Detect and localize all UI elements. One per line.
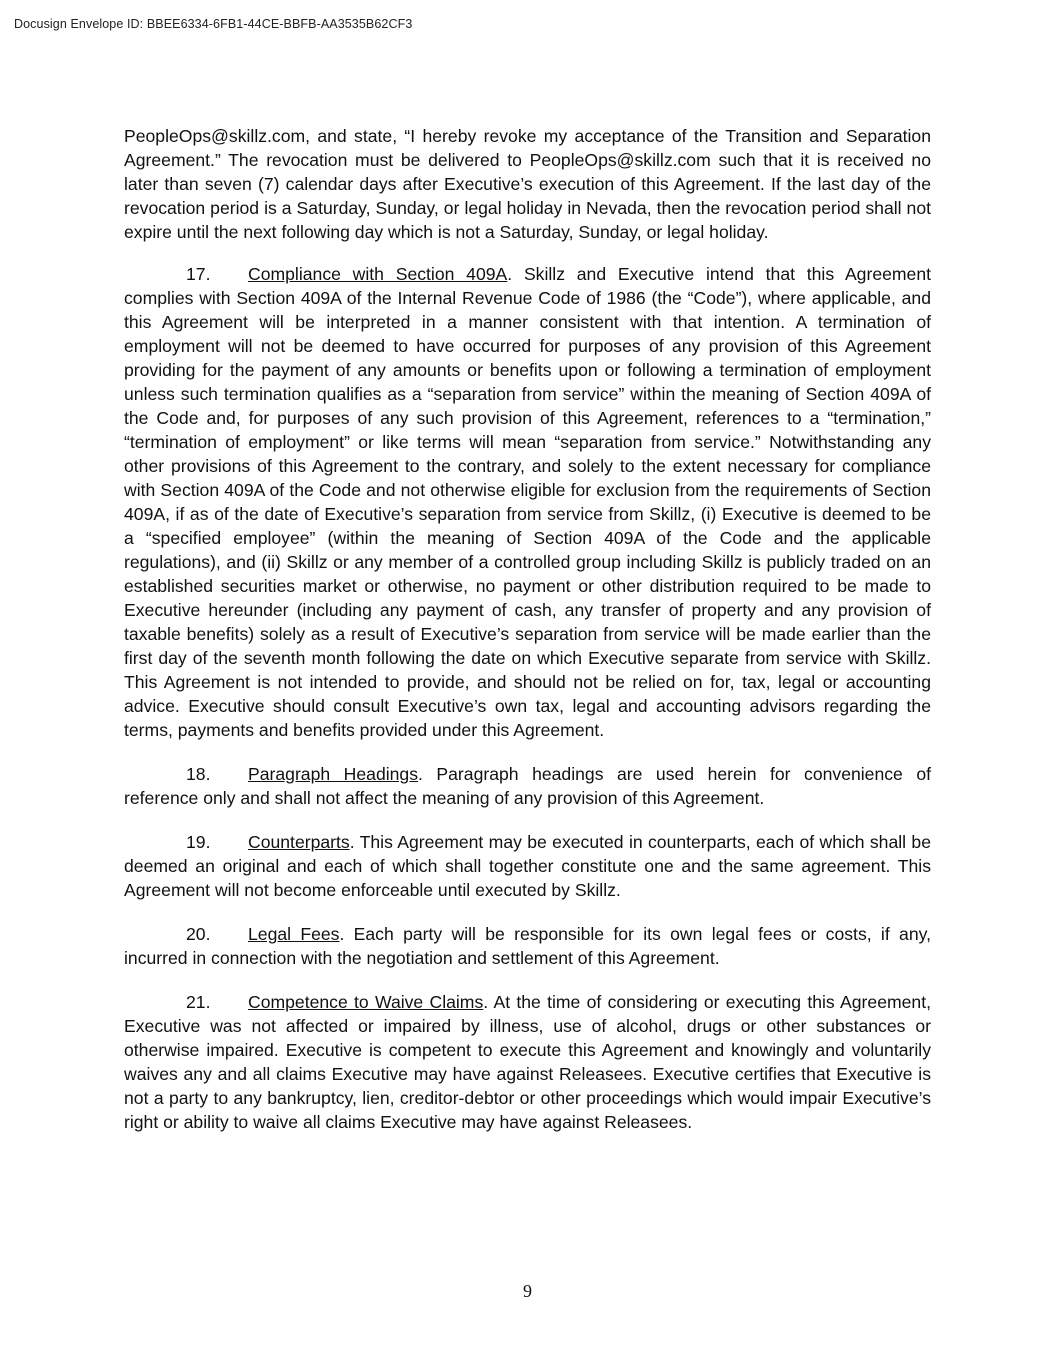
paragraph-19 <box>124 830 931 902</box>
paragraph-text: . This Agreement may be executed in counterparts, each of which shall be deemed an original and each of which shall together constitute one and the same agreement. This Agreement will not become enforceable until executed by Skillz. <box>124 832 931 900</box>
paragraph-number: 17. <box>186 264 211 284</box>
paragraph-heading: Compliance with Section 409A <box>248 264 508 284</box>
paragraph-heading: Legal Fees <box>248 924 340 944</box>
paragraph-text: . Paragraph headings are used herein for convenience of reference only and shall not affect the meaning of any provision of this Agreement. <box>124 764 931 808</box>
paragraph-number: 20. <box>186 924 211 944</box>
paragraph-text: . Each party will be responsible for its own legal fees or costs, if any, incurred in connection with the negotiation and settlement of this Agreement. <box>124 924 931 968</box>
paragraph-18 <box>124 762 931 810</box>
paragraph-21 <box>124 990 931 1134</box>
paragraph-number: 19. <box>186 832 211 852</box>
page-number: 9 <box>523 1281 532 1301</box>
paragraph-text: . Skillz and Executive intend that this Agreement complies with Section 409A of the Internal Revenue Code of 1986 (the “Code”), where applicable, and this Agreement will be interpreted in a manner consistent with that intention. A termination of employment will not be deemed to have occurred for purposes of any provision of this Agreement providing for the payment of any amounts or benefits upon or following a termination of employment unless such termination qualifies as a “separation from service” within the meaning of Section 409A of the Code and, for purposes of any such provision of this Agreement, references to a “termination,” “termination of employment” or like terms will mean “separation from service.” Notwithstanding any other provisions of this Agreement to the contrary, and solely to the extent necessary for compliance with Section 409A of the Code and not otherwise eligible for exclusion from the requirements of Section 409A, if as of the date of Executive’s separation from service from Skillz, (i) Executive is deemed to be a “specified employee” (within the meaning of Section 409A of the Code and the applicable regulations), and (ii) Skillz or any member of a controlled group including Skillz is publicly traded on an established securities market or otherwise, no payment or other distribution required to be made to Executive hereunder (including any payment of cash, any transfer of property and any provision of taxable benefits) solely as a result of Executive’s separation from service will be made earlier than the first day of the seventh month following the date on which Executive separate from service with Skillz. This Agreement is not intended to provide, and should not be relied on for, tax, legal or accounting advice. Executive should consult Executive’s own tax, legal and accounting advisors regarding the terms, payments and benefits provided under this Agreement. <box>124 264 932 740</box>
paragraph-text: PeopleOps@skillz.com, and state, “I hereby revoke my acceptance of the Transition and Separation Agreement.” The revocation must be delivered to PeopleOps@skillz.com such that it is received no later than seven (7) calendar days after Executive’s execution of this Agreement. If the last day of the revocation period is a Saturday, Sunday, or legal holiday in Nevada, then the revocation period shall not expire until the next following day which is not a Saturday, Sunday, or legal holiday. <box>124 126 931 242</box>
paragraph-heading: Paragraph Headings <box>248 764 419 784</box>
paragraph-text: . At the time of considering or executing this Agreement, Executive was not affected or impaired by illness, use of alcohol, drugs or other substances or otherwise impaired. Executive is competent to execute this Agreement and knowingly and voluntarily waives any and all claims Executive may have against Releasees. Executive certifies that Executive is not a party to any bankruptcy, lien, creditor-debtor or other proceedings which would impair Executive’s right or ability to waive all claims Executive may have against Releasees. <box>124 992 931 1132</box>
paragraph-heading: Counterparts <box>248 832 350 852</box>
paragraph-heading: Competence to Waive Claims <box>248 992 484 1012</box>
paragraph-16-continued <box>124 124 931 244</box>
paragraph-20 <box>124 922 931 970</box>
document-body <box>124 124 931 1154</box>
paragraph-17 <box>124 262 931 742</box>
envelope-id: Docusign Envelope ID: BBEE6334-6FB1-44CE-BBFB-AA3535B62CF3 <box>14 17 413 31</box>
paragraph-number: 21. <box>186 992 211 1012</box>
paragraph-number: 18. <box>186 764 211 784</box>
